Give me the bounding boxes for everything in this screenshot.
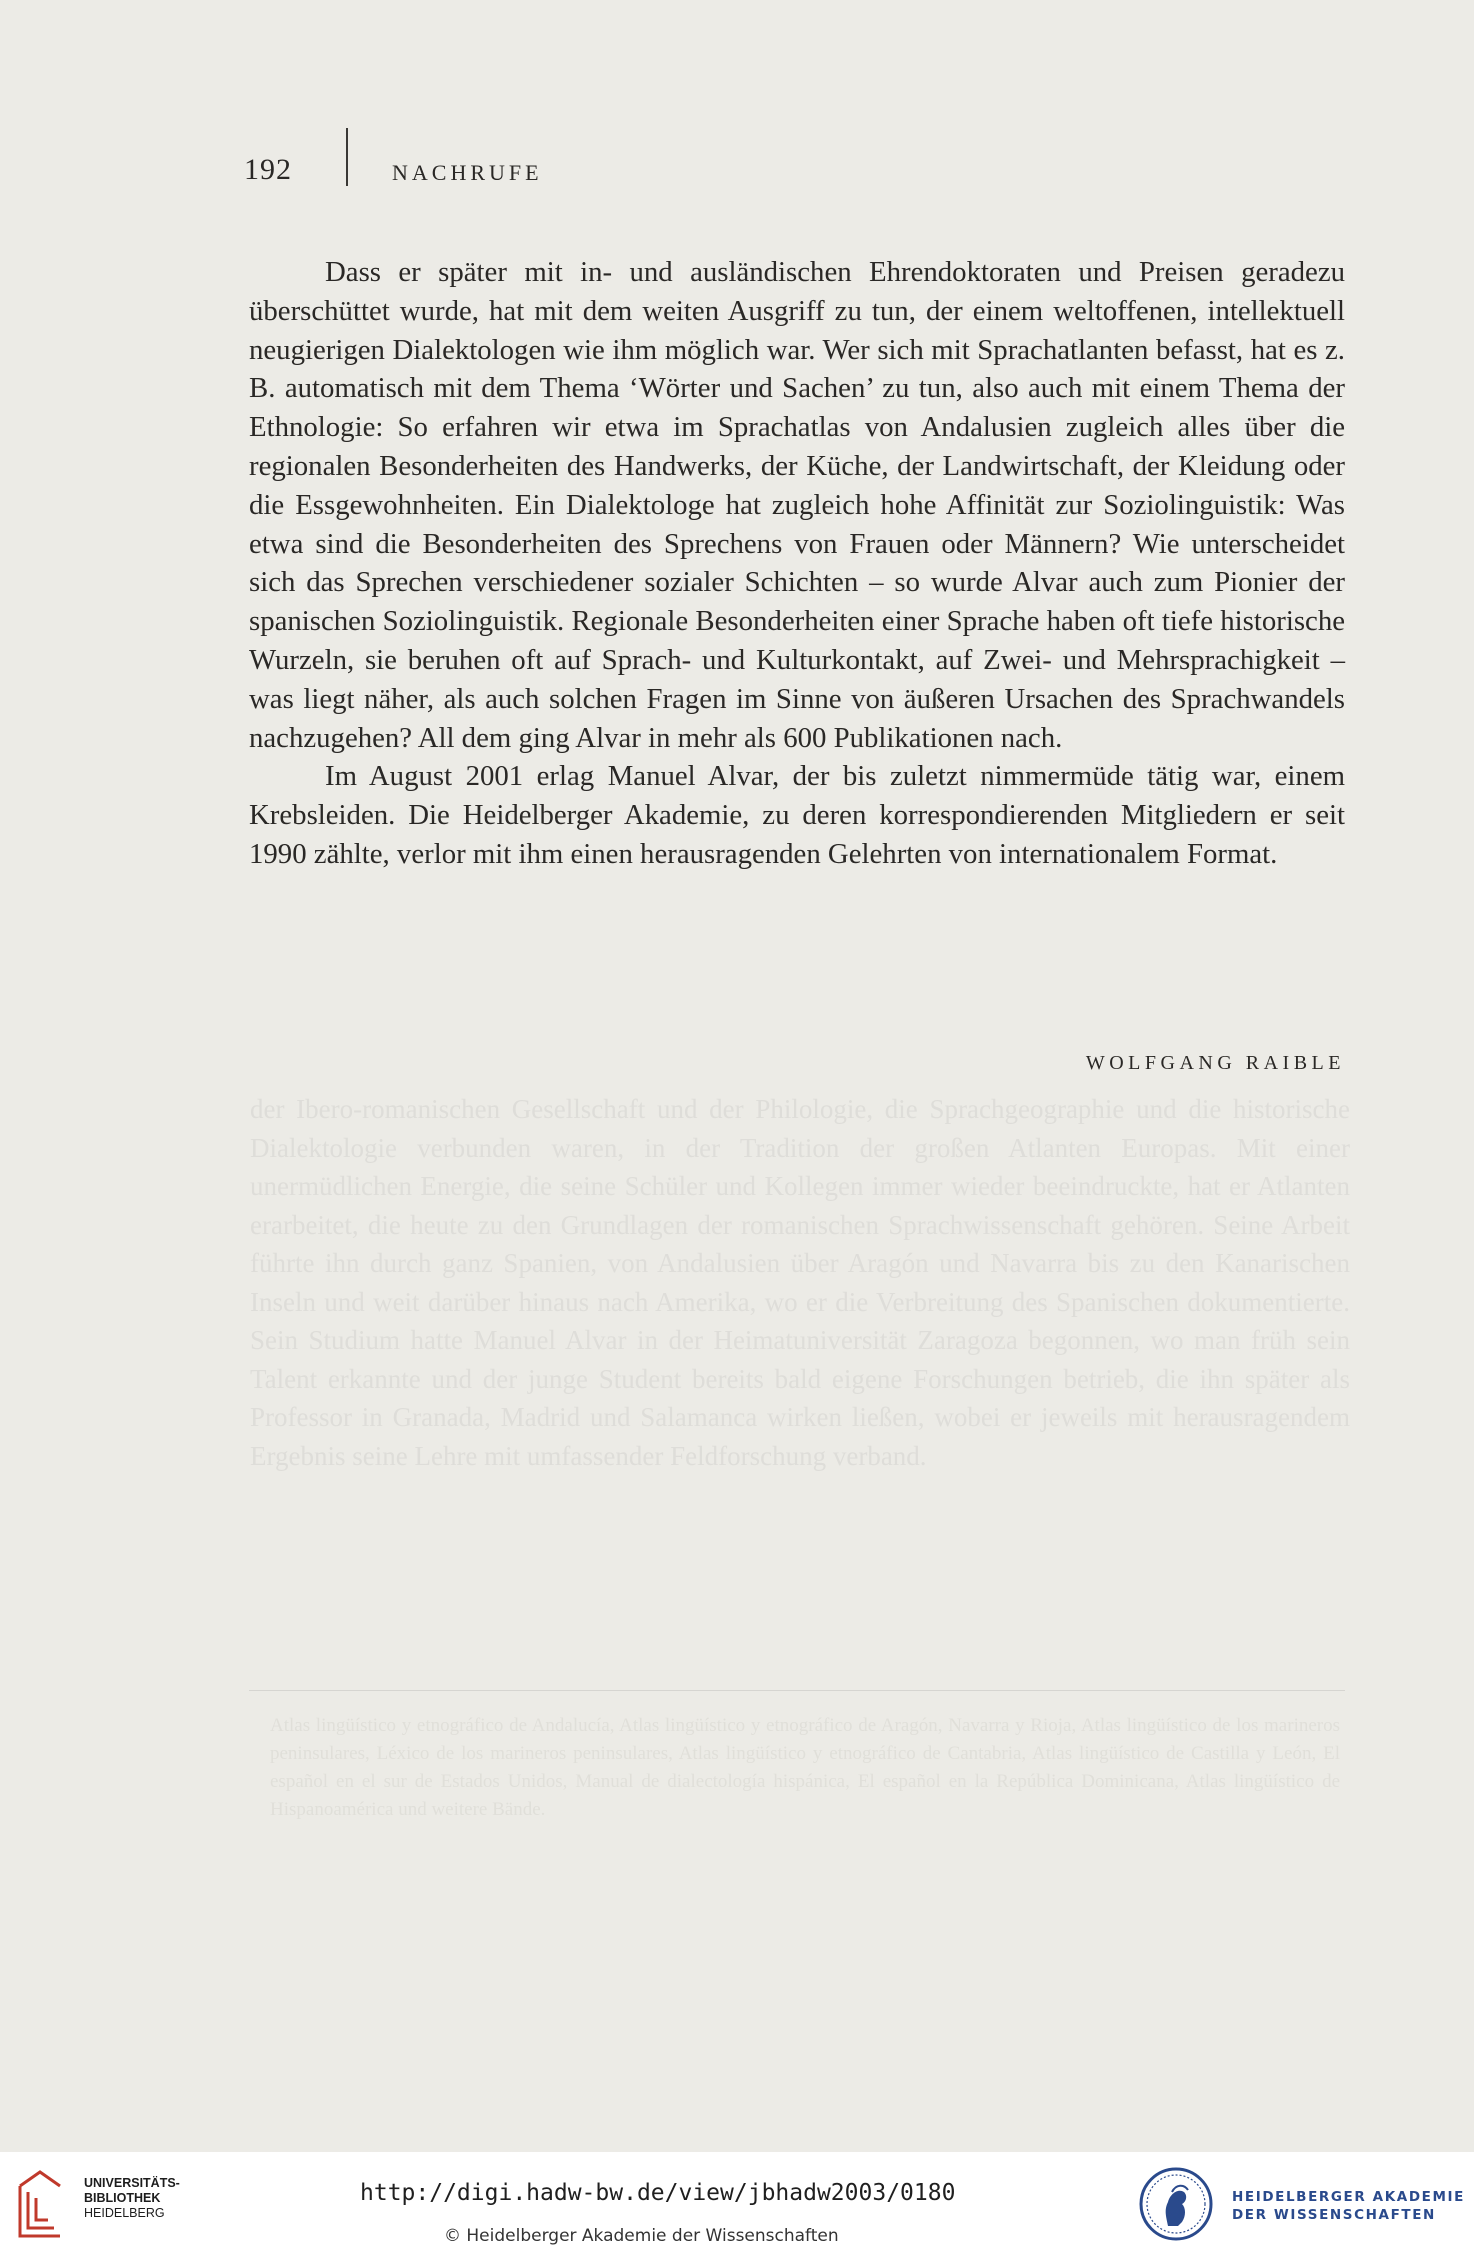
permalink-url[interactable]: http://digi.hadw-bw.de/view/jbhadw2003/0180	[360, 2180, 956, 2206]
library-name-line-3: HEIDELBERG	[84, 2206, 165, 2220]
academy-name-line-2: DER WISSENSCHAFTEN	[1232, 2207, 1436, 2223]
body-text	[249, 253, 1345, 874]
reverse-side-footnote-rule	[249, 1690, 1345, 1691]
academy-seal-icon	[1138, 2166, 1214, 2242]
page-number: 192	[244, 153, 292, 186]
reverse-side-bleed-through: der Ibero-romanischen Gesellschaft und der Philologie, die Sprachgeographie und die historische Dialektologie verbunden waren, in der Tradition der großen Atlanten Europas. Mit einer unermüdlichen Energie, die seine Schüler und Kollegen immer wieder beeindruckte, hat er Atlanten erarbeitet, die heute zu den Grundlagen der romanischen Sprachwissenschaft gehören. Seine Arbeit führte ihn durch ganz Spanien, von Andalusien über Aragón und Navarra bis zu den Kanarischen Inseln und weit darüber hinaus nach Amerika, wo er die Verbreitung des Spanischen dokumentierte. Sein Studium hatte Manuel Alvar in der Heimatuniversität Zaragoza begonnen, wo man früh sein Talent erkannte und der junge Student bereits bald eigene Forschungen betrieb, die ihn später als Professor in Granada, Madrid und Salamanca wirken ließen, wobei er jeweils mit herausragendem Ergebnis seine Lehre mit umfassender Feldforschung verband.	[250, 1094, 1350, 1471]
academy-name	[1232, 2188, 1465, 2224]
running-head: NACHRUFE	[392, 160, 543, 185]
library-name-line-2: BIBLIOTHEK	[84, 2191, 161, 2205]
author-signature: WOLFGANG RAIBLE	[1085, 1052, 1345, 1074]
academy-name-line-1: HEIDELBERGER AKADEMIE	[1232, 2189, 1465, 2205]
header-divider	[346, 128, 348, 186]
university-library-name	[84, 2176, 180, 2221]
paragraph-1: Dass er später mit in- und ausländischen Ehrendoktoraten und Preisen geradezu überschüttet wurde, hat mit dem weiten Ausgriff zu tun, der einem weltoffenen, intellektuell neugierigen Dialektologen wie ihm möglich war. Wer sich mit Sprachatlanten befasst, hat es z. B. automatisch mit dem Thema ‘Wörter und Sachen’ zu tun, also auch mit einem Thema der Ethnologie: So erfahren wir etwa im Sprachatlas von Andalusien zugleich alles über die regionalen Besonderheiten des Handwerks, der Küche, der Landwirtschaft, der Kleidung oder die Essgewohnheiten. Ein Dialektologe hat zugleich hohe Affinität zur Soziolinguistik: Was etwa sind die Besonderheiten des Sprechens von Frauen oder Männern? Wie unterscheidet sich das Sprechen verschiedener sozialer Schichten – so wurde Alvar auch zum Pionier der spanischen Soziolinguistik. Regionale Besonderheiten einer Sprache haben oft tiefe historische Wurzeln, sie beruhen oft auf Sprach- und Kulturkontakt, auf Zwei- und Mehrsprachigkeit – was liegt näher, als auch solchen Fragen im Sinne von äußeren Ursachen des Sprachwandels nachzugehen? All dem ging Alvar in mehr als 600 Publikationen nach.	[249, 256, 1345, 754]
reverse-side-footnotes: Atlas lingüístico y etnográfico de Andalucía, Atlas lingüístico y etnográfico de Aragón, Navarra y Rioja, Atlas lingüístico de los marineros peninsulares, Léxico de los marineros peninsulares, Atlas lingüístico y etnográfico de Cantabria, Atlas lingüístico de Castilla y León, El español en el sur de Estados Unidos, Manual de dialectología hispánica, El español en la República Dominicana, Atlas lingüístico de Hispanoamérica und weitere Bände.	[270, 1715, 1340, 1820]
footer-bar	[0, 2152, 1474, 2258]
university-library-logo-icon	[14, 2168, 66, 2240]
paragraph-2: Im August 2001 erlag Manuel Alvar, der bis zuletzt nimmermüde tätig war, einem Krebsleiden. Die Heidelberger Akademie, zu deren korrespondierenden Mitgliedern er seit 1990 zählte, verlor mit ihm einen herausragenden Gelehrten von internationalem Format.	[249, 760, 1345, 870]
library-name-line-1: UNIVERSITÄTS-	[84, 2176, 180, 2190]
copyright-notice: © Heidelberger Akademie der Wissenschaften	[444, 2226, 839, 2246]
